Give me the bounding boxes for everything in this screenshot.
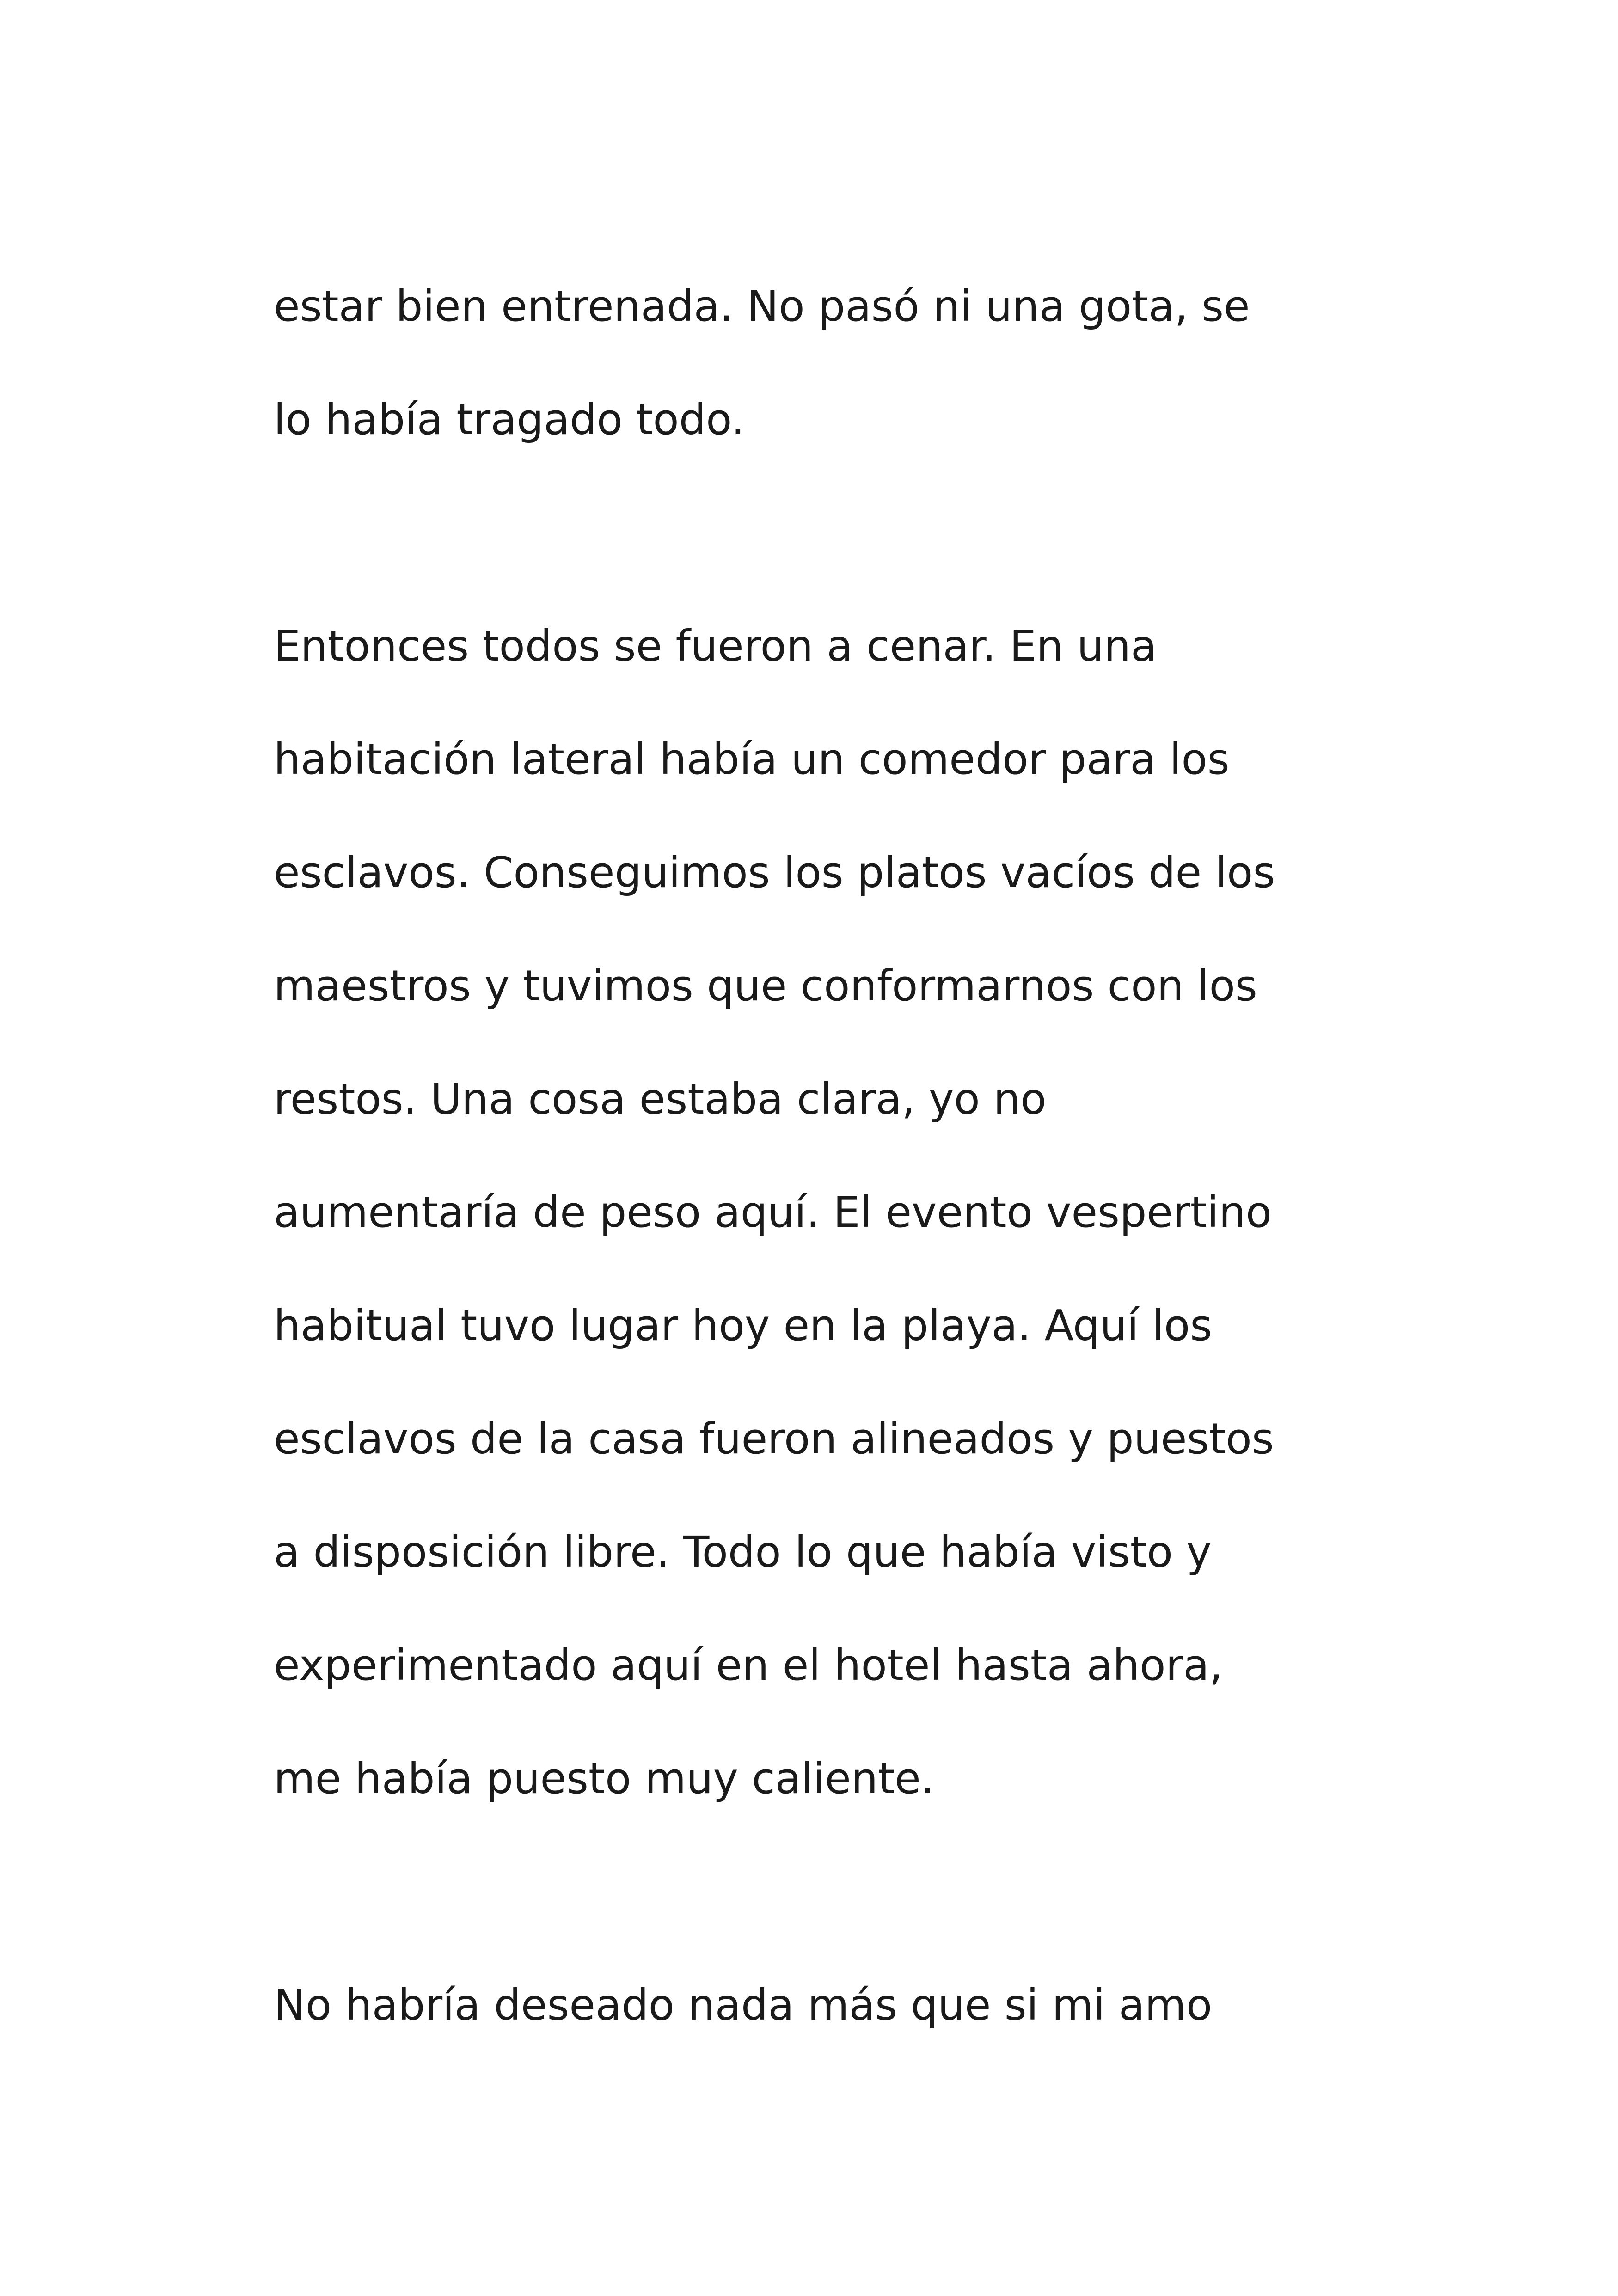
text-line: a disposición libre. Todo lo que había visto y bbox=[274, 1527, 1212, 1577]
text-line: maestros y tuvimos que conformarnos con los bbox=[274, 961, 1257, 1010]
text-line: restos. Una cosa estaba clara, yo no bbox=[274, 1074, 1047, 1124]
text-line: Entonces todos se fueron a cenar. En una bbox=[274, 621, 1157, 671]
text-line: aumentaría de peso aquí. El evento vespertino bbox=[274, 1188, 1272, 1237]
text-line: experimentado aquí en el hotel hasta ahora, bbox=[274, 1641, 1223, 1690]
text-line: habitación lateral había un comedor para los bbox=[274, 735, 1230, 784]
text-line: No habría deseado nada más que si mi amo bbox=[274, 1980, 1213, 2030]
text-line: estar bien entrenada. No pasó ni una gota, se bbox=[274, 282, 1250, 331]
text-line: lo había tragado todo. bbox=[274, 395, 745, 444]
text-line: habitual tuvo lugar hoy en la playa. Aquí los bbox=[274, 1301, 1213, 1350]
text-line: esclavos. Conseguimos los platos vacíos de los bbox=[274, 848, 1275, 897]
text-line: esclavos de la casa fueron alineados y puestos bbox=[274, 1414, 1274, 1463]
text-line: me había puesto muy caliente. bbox=[274, 1754, 935, 1803]
